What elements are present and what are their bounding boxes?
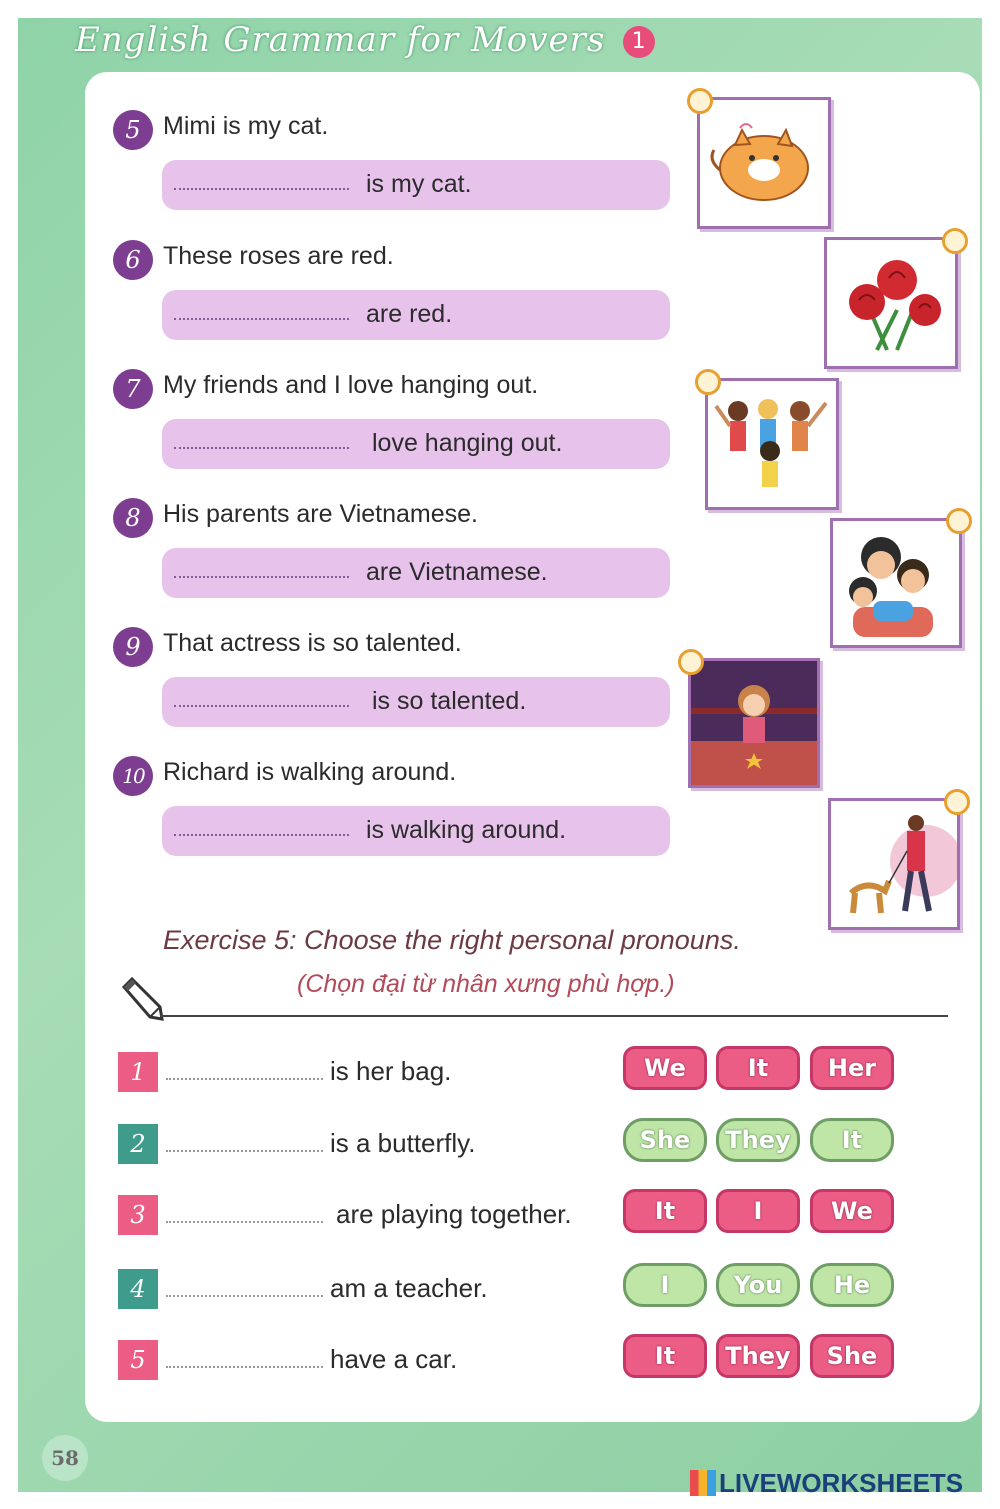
- option-button[interactable]: It: [623, 1189, 707, 1233]
- option-button[interactable]: I: [623, 1263, 707, 1307]
- answer-blank[interactable]: [174, 834, 349, 836]
- answer-box[interactable]: [162, 548, 670, 598]
- item-number: 9: [113, 627, 153, 667]
- option-button[interactable]: We: [623, 1046, 707, 1090]
- pin-icon: [678, 649, 704, 675]
- item-number: 10: [113, 756, 153, 796]
- answer-blank[interactable]: [166, 1295, 323, 1297]
- pin-icon: [942, 228, 968, 254]
- option-button[interactable]: She: [623, 1118, 707, 1162]
- option-button[interactable]: They: [716, 1334, 800, 1378]
- option-button[interactable]: They: [716, 1118, 800, 1162]
- family-icon: [833, 521, 959, 645]
- answer-blank[interactable]: [166, 1078, 323, 1080]
- answer-box[interactable]: [162, 419, 670, 469]
- book-title-text: English Grammar for Movers: [75, 20, 606, 60]
- cat-icon: [700, 100, 828, 226]
- rose-icon: [827, 240, 955, 366]
- answer-box[interactable]: [162, 290, 670, 340]
- item-number: 4: [118, 1269, 158, 1309]
- roses-picture: [824, 237, 958, 369]
- item-number: 3: [118, 1195, 158, 1235]
- answer-blank[interactable]: [166, 1366, 323, 1368]
- walking-picture: [828, 798, 960, 930]
- exercise-item: [118, 1124, 908, 1172]
- answer-box[interactable]: [162, 806, 670, 856]
- pin-icon: [687, 88, 713, 114]
- answer-rest-text: are Vietnamese.: [366, 558, 548, 586]
- item-text: is her bag.: [330, 1056, 452, 1086]
- answer-blank[interactable]: [174, 188, 349, 190]
- item-number: 2: [118, 1124, 158, 1164]
- item-number: 1: [118, 1052, 158, 1092]
- option-button[interactable]: It: [716, 1046, 800, 1090]
- page-number: 58: [42, 1435, 88, 1481]
- exercise-title: Exercise 5: Choose the right personal pronouns.: [163, 925, 741, 955]
- answer-blank[interactable]: [174, 576, 349, 578]
- item-number: 5: [118, 1340, 158, 1380]
- item-text: are playing together.: [336, 1199, 572, 1229]
- actress-icon: [691, 661, 817, 785]
- option-button[interactable]: It: [810, 1118, 894, 1162]
- exercise-divider: [160, 1015, 948, 1017]
- answer-box[interactable]: [162, 160, 670, 210]
- item-text: is a butterfly.: [330, 1128, 476, 1158]
- answer-box[interactable]: [162, 677, 670, 727]
- pencil-icon: [118, 975, 164, 1021]
- cat-picture: [697, 97, 831, 229]
- friends-picture: [705, 378, 839, 510]
- answer-rest-text: love hanging out.: [372, 429, 563, 457]
- exercise-item: [118, 1052, 908, 1100]
- pin-icon: [695, 369, 721, 395]
- answer-blank[interactable]: [174, 318, 349, 320]
- answer-rest-text: is so talented.: [372, 687, 527, 715]
- book-title: [75, 20, 655, 60]
- item-text: have a car.: [330, 1344, 458, 1374]
- walking-man-icon: [831, 801, 957, 927]
- answer-rest-text: is my cat.: [366, 170, 472, 198]
- parents-picture: [830, 518, 962, 648]
- liveworksheets-icon: [690, 1470, 716, 1496]
- item-number: 7: [113, 369, 153, 409]
- book-level-badge: 1: [623, 26, 655, 58]
- answer-rest-text: are red.: [366, 300, 453, 328]
- item-sentence: My friends and I love hanging out.: [163, 371, 539, 399]
- brand-text: LIVEWORKSHEETS: [719, 1468, 964, 1498]
- actress-picture: [688, 658, 820, 788]
- item-number: 8: [113, 498, 153, 538]
- answer-blank[interactable]: [166, 1150, 323, 1152]
- item-sentence: These roses are red.: [163, 242, 394, 270]
- brand-logo: [690, 1468, 963, 1499]
- exercise-item: [118, 1340, 908, 1388]
- item-sentence: Richard is walking around.: [163, 758, 457, 786]
- exercise-item: [118, 1269, 908, 1317]
- item-text: am a teacher.: [330, 1273, 488, 1303]
- option-button[interactable]: You: [716, 1263, 800, 1307]
- option-button[interactable]: It: [623, 1334, 707, 1378]
- pin-icon: [946, 508, 972, 534]
- option-button[interactable]: Her: [810, 1046, 894, 1090]
- item-number: 5: [113, 110, 153, 150]
- answer-blank[interactable]: [174, 705, 349, 707]
- item-sentence: Mimi is my cat.: [163, 112, 329, 140]
- option-button[interactable]: She: [810, 1334, 894, 1378]
- exercise-item: [118, 1195, 908, 1243]
- option-button[interactable]: He: [810, 1263, 894, 1307]
- friends-icon: [708, 381, 836, 507]
- exercise-subtitle: (Chọn đại từ nhân xưng phù hợp.): [297, 970, 675, 998]
- option-button[interactable]: We: [810, 1189, 894, 1233]
- answer-blank[interactable]: [166, 1221, 323, 1223]
- item-sentence: That actress is so talented.: [163, 629, 462, 657]
- option-button[interactable]: I: [716, 1189, 800, 1233]
- answer-blank[interactable]: [174, 447, 349, 449]
- answer-rest-text: is walking around.: [366, 816, 567, 844]
- item-sentence: His parents are Vietnamese.: [163, 500, 478, 528]
- pin-icon: [944, 789, 970, 815]
- item-number: 6: [113, 240, 153, 280]
